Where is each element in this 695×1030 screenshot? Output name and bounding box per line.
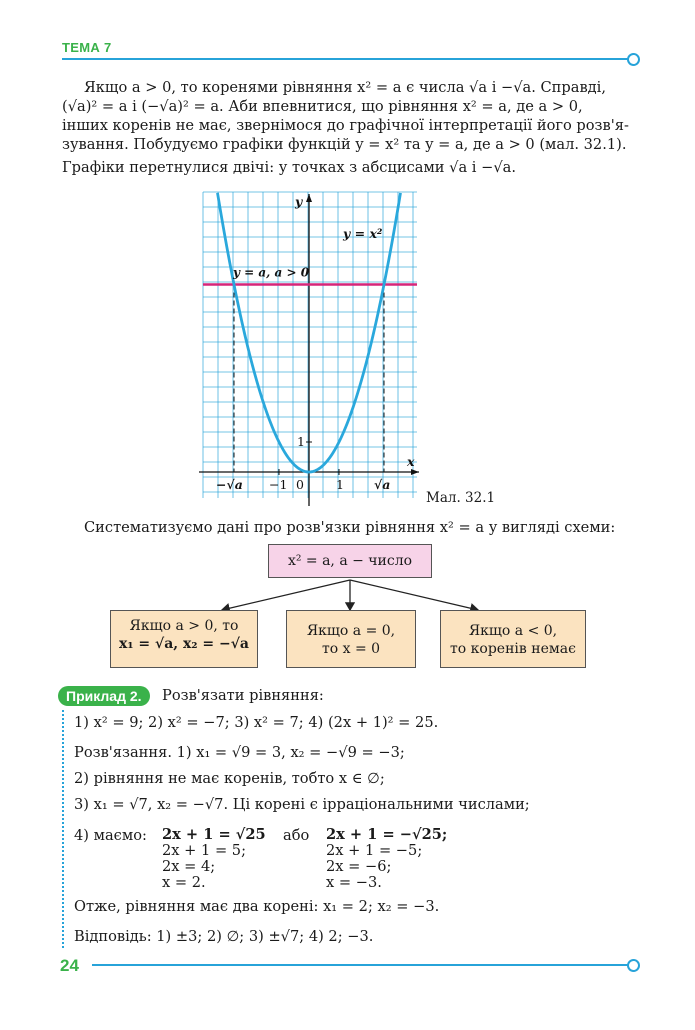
right-step-4: x = −3. (326, 874, 382, 891)
axes (199, 194, 419, 506)
right-step-2: 2x + 1 = −5; (326, 842, 423, 859)
y-axis-label: y (295, 194, 303, 209)
intro-line-4: зування. Побудуємо графіки функцій y = x² та y = a, де a > 0 (мал. 32.1). (62, 136, 627, 153)
left-step-4: x = 2. (162, 874, 206, 891)
solution-4-right-column (326, 827, 447, 891)
arrow-left (222, 580, 350, 610)
intro-line-3: інших коренів не має, звернімося до графічної інтерпретації його розв'я- (62, 117, 629, 134)
case-positive-box (110, 610, 258, 668)
intro-line-1: Якщо a > 0, то коренями рівняння x² = a є числа √a і −√a. Справді, (84, 79, 606, 96)
example-badge: Приклад 2. (58, 686, 150, 706)
case-zero-line-1: Якщо a = 0, (306, 623, 396, 639)
tick-sqrt-a: √a (374, 477, 391, 492)
tick-minus-1: −1 (269, 477, 288, 492)
curves (203, 193, 417, 472)
left-step-3: 2x = 4; (162, 858, 216, 875)
arrow-right (350, 580, 478, 610)
example-items: 1) x² = 9; 2) x² = −7; 3) x² = 7; 4) (2x + 1)² = 25. (74, 714, 439, 731)
example-dotted-bar (62, 710, 64, 948)
answer: Відповідь: 1) ±3; 2) ∅; 3) ±√7; 4) 2; −3. (74, 928, 374, 945)
tick-minus-sqrt-a: −√a (216, 477, 243, 492)
solution-2: 2) рівняння не має коренів, тобто x ∈ ∅; (74, 770, 385, 787)
x-axis-label: x (407, 454, 415, 469)
case-zero-box (286, 610, 416, 668)
case-zero-line-2: то x = 0 (321, 641, 381, 657)
header-rule-end-circle (627, 53, 640, 66)
solution-4-or: або (283, 827, 310, 844)
curve-label: y = x² (343, 226, 383, 241)
scheme-intro-text: Систематизуємо дані про розв'язки рівняння x² = a у вигляді схеми: (84, 519, 616, 536)
tick-y-1: 1 (297, 434, 305, 449)
scheme-top-box (268, 544, 432, 578)
case-negative-box (440, 610, 586, 668)
solution-1: Розв'язання. 1) x₁ = √9 = 3, x₂ = −√9 = −3; (74, 744, 405, 761)
header-rule (62, 58, 630, 60)
example-task: Розв'язати рівняння: (162, 687, 324, 704)
scheme-top-text: x² = a, a − число (287, 553, 413, 569)
tick-0: 0 (296, 477, 304, 492)
intro-line-5: Графіки перетнулися двічі: у точках з абсцисами √a і −√a. (62, 159, 516, 176)
topic-label: ТЕМА 7 (62, 40, 112, 55)
page-number: 24 (60, 956, 79, 975)
case-positive-line-2: x₁ = √a, x₂ = −√a (119, 636, 249, 652)
left-step-1: 2x + 1 = √25 (162, 826, 266, 843)
solution-4-left-column (162, 827, 266, 891)
case-negative-line-1: Якщо a < 0, (468, 623, 558, 639)
footer-rule (92, 964, 630, 966)
x-axis-arrow (411, 469, 419, 475)
case-positive-line-1: Якщо a > 0, то (129, 618, 239, 634)
grid-lines (203, 192, 417, 498)
left-step-2: 2x + 1 = 5; (162, 842, 247, 859)
y-axis-arrow (306, 194, 312, 202)
solution-3: 3) x₁ = √7, x₂ = −√7. Ці корені є ірраціональними числами; (74, 796, 530, 813)
tick-1: 1 (336, 477, 344, 492)
footer-rule-end-circle (627, 959, 640, 972)
parabola-figure (195, 190, 425, 510)
scheme-arrows (210, 578, 500, 614)
case-negative-line-2: то коренів немає (450, 641, 576, 657)
right-step-3: 2x = −6; (326, 858, 392, 875)
right-step-1: 2x + 1 = −√25; (326, 826, 448, 843)
figure-caption: Мал. 32.1 (426, 490, 496, 506)
scheme-intro (62, 518, 640, 537)
solution-4-intro: 4) маємо: (74, 827, 147, 844)
intro-paragraph (62, 78, 640, 177)
conclusion: Отже, рівняння має два корені: x₁ = 2; x₂ = −3. (74, 898, 440, 915)
line-label: y = a, a > 0 (233, 265, 310, 280)
intro-line-2: (√a)² = a і (−√a)² = a. Аби впевнитися, що рівняння x² = a, де a > 0, (62, 98, 583, 115)
